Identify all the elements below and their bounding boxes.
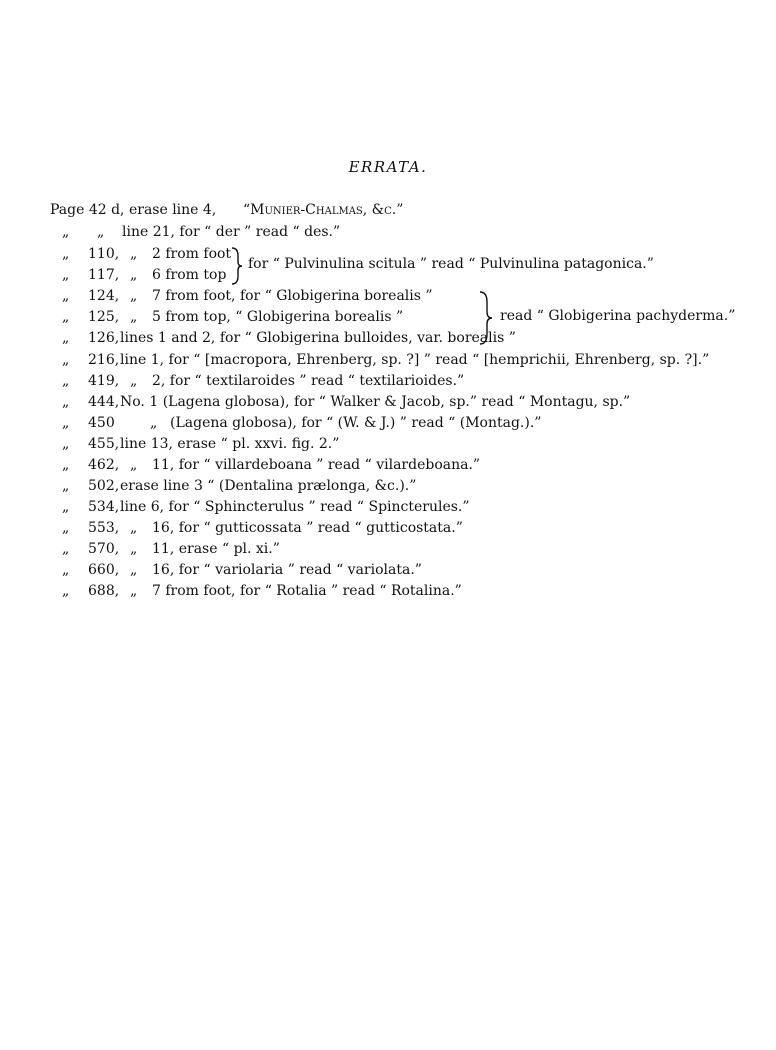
- ditto-mark: „: [62, 562, 70, 578]
- ditto-mark: „: [62, 288, 70, 304]
- page-number: 534,: [88, 499, 120, 515]
- errata-text: 6 from top: [152, 267, 227, 283]
- page-number: 450: [88, 415, 115, 431]
- ditto-mark: „: [130, 562, 138, 578]
- page-number: 444,: [88, 394, 120, 410]
- errata-text: 7 from foot, for “ Globigerina borealis ”: [152, 288, 433, 304]
- ditto-mark: „: [130, 541, 138, 557]
- ditto-mark: „: [62, 583, 70, 599]
- ditto-mark: „: [62, 415, 70, 431]
- page-title: ERRATA.: [348, 158, 428, 176]
- brace-icon: [230, 246, 244, 286]
- ditto-mark: „: [62, 478, 70, 494]
- ditto-mark: „: [130, 457, 138, 473]
- errata-text: line 13, erase “ pl. xxvi. fig. 2.”: [120, 436, 340, 452]
- ditto-mark: „: [62, 309, 70, 325]
- ditto-mark: „: [130, 246, 138, 262]
- ditto-mark: „: [97, 224, 105, 240]
- ditto-mark: „: [62, 499, 70, 515]
- ditto-mark: „: [62, 436, 70, 452]
- ditto-mark: „: [130, 288, 138, 304]
- ditto-mark: „: [62, 330, 70, 346]
- errata-text: read “ Globigerina pachyderma.”: [500, 308, 736, 324]
- page-number: 419,: [88, 373, 120, 389]
- page-number: 462,: [88, 457, 120, 473]
- ditto-mark: „: [130, 309, 138, 325]
- errata-text: line 1, for “ [macropora, Ehrenberg, sp. ?] ” read “ [hemprichii, Ehrenberg, sp. ?].”: [120, 352, 710, 368]
- errata-text: line 6, for “ Sphincterulus ” read “ Spincterules.”: [120, 499, 470, 515]
- ditto-mark: „: [150, 415, 158, 431]
- page-number: 455,: [88, 436, 120, 452]
- ditto-mark: „: [62, 394, 70, 410]
- page-number: 124,: [88, 288, 120, 304]
- errata-text: 16, for “ variolaria ” read “ variolata.”: [152, 562, 422, 578]
- errata-text: Page 42 d, erase line 4,: [50, 202, 217, 218]
- errata-text: line 21, for “ der ” read “ des.”: [122, 224, 341, 240]
- errata-text: 16, for “ gutticossata ” read “ gutticostata.”: [152, 520, 463, 536]
- ditto-mark: „: [62, 352, 70, 368]
- page-number: 553,: [88, 520, 120, 536]
- page-number: 688,: [88, 583, 120, 599]
- page-number: 126,: [88, 330, 120, 346]
- ditto-mark: „: [62, 246, 70, 262]
- page-number: 117,: [88, 267, 120, 283]
- page-number: 570,: [88, 541, 120, 557]
- errata-text: 11, for “ villardeboana ” read “ vilardeboana.”: [152, 457, 481, 473]
- errata-text: for “ Pulvinulina scitula ” read “ Pulvinulina patagonica.”: [248, 256, 654, 272]
- errata-text: 7 from foot, for “ Rotalia ” read “ Rotalina.”: [152, 583, 462, 599]
- page-number: 216,: [88, 352, 120, 368]
- errata-text: erase line 3 “ (Dentalina prælonga, &c.).”: [120, 478, 417, 494]
- errata-text: lines 1 and 2, for “ Globigerina bulloides, var. borealis ”: [120, 330, 516, 346]
- ditto-mark: „: [130, 267, 138, 283]
- ditto-mark: „: [130, 373, 138, 389]
- page-number: 125,: [88, 309, 120, 325]
- errata-text: “Munier-Chalmas, &c.”: [243, 202, 404, 218]
- errata-text: 2 from foot: [152, 246, 232, 262]
- ditto-mark: „: [62, 224, 70, 240]
- page-number: 110,: [88, 246, 120, 262]
- page-number: 502,: [88, 478, 120, 494]
- errata-text: 11, erase “ pl. xi.”: [152, 541, 280, 557]
- ditto-mark: „: [62, 541, 70, 557]
- errata-text: 2, for “ textilaroides ” read “ textilarioides.”: [152, 373, 465, 389]
- ditto-mark: „: [62, 373, 70, 389]
- errata-text: (Lagena globosa), for “ (W. & J.) ” read “ (Montag.).”: [170, 415, 542, 431]
- ditto-mark: „: [62, 457, 70, 473]
- page-number: 660,: [88, 562, 120, 578]
- ditto-mark: „: [130, 583, 138, 599]
- errata-text: No. 1 (Lagena globosa), for “ Walker & Jacob, sp.” read “ Montagu, sp.”: [120, 394, 631, 410]
- ditto-mark: „: [130, 520, 138, 536]
- brace-icon: [478, 290, 494, 346]
- ditto-mark: „: [62, 520, 70, 536]
- ditto-mark: „: [62, 267, 70, 283]
- errata-text: 5 from top, “ Globigerina borealis ”: [152, 309, 404, 325]
